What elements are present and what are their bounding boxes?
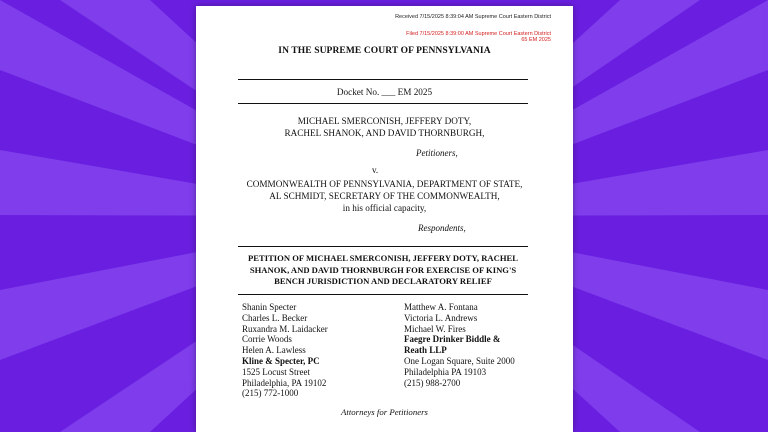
counsel-name: Michael W. Fires (404, 323, 466, 334)
firm-address: One Logan Square, Suite 2000 (404, 355, 515, 366)
respondents-line: in his official capacity, (342, 203, 427, 213)
firm-phone: (215) 988-2700 (404, 377, 461, 388)
respondents-line: COMMONWEALTH OF PENNSYLVANIA, DEPARTMENT OF STATE, (246, 179, 523, 189)
petitioners-line: RACHEL SHANOK, AND DAVID THORNBURGH, (284, 128, 485, 138)
court-title: IN THE SUPREME COURT OF PENNSYLVANIA (278, 46, 491, 56)
counsel-name: Ruxandra M. Laidacker (242, 323, 328, 334)
counsel-name: Helen A. Lawless (242, 345, 306, 356)
law-firm-name: Reath LLP (404, 345, 447, 356)
counsel-name: Victoria L. Andrews (404, 312, 478, 323)
petition-title-line: SHANOK, AND DAVID THORNBURGH FOR EXERCISE OF KING'S (249, 264, 517, 275)
docket-number: Docket No. ___ EM 2025 (336, 87, 433, 97)
attorneys-for-label: Attorneys for Petitioners (341, 407, 428, 417)
law-firm-name: Kline & Specter, PC (242, 355, 320, 366)
divider (238, 294, 528, 295)
petitioners-line: MICHAEL SMERCONISH, JEFFERY DOTY, (297, 116, 472, 126)
firm-city: Philadelphia PA 19103 (404, 366, 487, 377)
filed-number-stamp: 65 EM 2025 (521, 37, 551, 43)
filed-stamp: Filed 7/15/2025 8:39:00 AM Supreme Court Eastern District (406, 31, 551, 37)
received-stamp: Received 7/15/2025 8:39:04 AM Supreme Court Eastern District (395, 14, 551, 20)
petitioners-role: Petitioners, (416, 148, 458, 158)
firm-address: 1525 Locust Street (242, 366, 310, 377)
counsel-name: Corrie Woods (242, 334, 292, 345)
law-firm-name: Faegre Drinker Biddle & (404, 334, 501, 345)
counsel-left (242, 302, 328, 399)
divider (238, 103, 528, 104)
respondents-role: Respondents, (418, 223, 466, 233)
petition-title-line: BENCH JURISDICTION AND DECLARATORY RELIEF (274, 276, 492, 286)
firm-phone: (215) 772-1000 (242, 388, 299, 399)
counsel-name: Shanin Specter (242, 302, 297, 312)
divider (238, 246, 528, 247)
counsel-name: Charles L. Becker (242, 312, 308, 323)
firm-city: Philadelphia, PA 19102 (242, 377, 327, 388)
respondents-line: AL SCHMIDT, SECRETARY OF THE COMMONWEALTH, (269, 191, 500, 201)
petition-title (238, 253, 528, 288)
counsel-name: Matthew A. Fontana (404, 302, 478, 312)
petition-title-line: PETITION OF MICHAEL SMERCONISH, JEFFERY DOTY, RACHEL (248, 253, 518, 263)
divider (238, 79, 528, 80)
counsel-right (404, 302, 515, 388)
document-page (196, 6, 573, 432)
versus-label: v. (372, 165, 379, 175)
